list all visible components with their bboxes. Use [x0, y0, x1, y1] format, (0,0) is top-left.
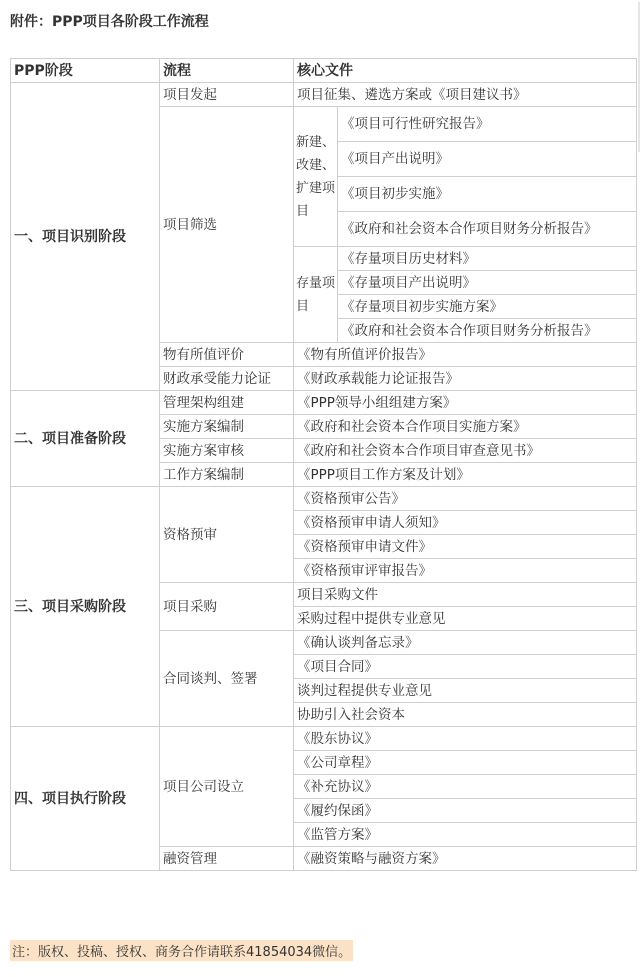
doc-cell: 《履约保函》: [294, 799, 637, 823]
doc-cell: 《项目合同》: [294, 655, 637, 679]
flow-cell: 项目发起: [160, 83, 294, 107]
doc-cell: 《公司章程》: [294, 751, 637, 775]
doc-cell: 《融资策略与融资方案》: [294, 847, 637, 871]
doc-cell: 《存量项目初步实施方案》: [338, 295, 637, 319]
stage-cell: 一、项目识别阶段: [11, 83, 160, 391]
header-docs: 核心文件: [294, 59, 637, 83]
flow-cell: 合同谈判、签署: [160, 631, 294, 727]
doc-cell: 《政府和社会资本合作项目审查意见书》: [294, 439, 637, 463]
stage-cell: 三、项目采购阶段: [11, 487, 160, 727]
flow-cell: 项目筛选: [160, 107, 294, 343]
doc-cell: 《资格预审申请人须知》: [294, 511, 637, 535]
subcategory-cell: 存量项目: [294, 247, 338, 343]
header-stage: PPP阶段: [11, 59, 160, 83]
doc-cell: 协助引入社会资本: [294, 703, 637, 727]
flow-cell: 项目公司设立: [160, 727, 294, 847]
flow-cell: 财政承受能力论证: [160, 367, 294, 391]
doc-cell: 《存量项目产出说明》: [338, 271, 637, 295]
copyright-note: 注：版权、投稿、授权、商务合作请联系41854034微信。: [10, 940, 353, 961]
page-title: 附件：PPP项目各阶段工作流程: [10, 14, 209, 30]
doc-cell: 《项目初步实施》: [338, 177, 637, 212]
flow-cell: 资格预审: [160, 487, 294, 583]
doc-cell: 《存量项目历史材料》: [338, 247, 637, 271]
flow-cell: 融资管理: [160, 847, 294, 871]
doc-cell: 《政府和社会资本合作项目财务分析报告》: [338, 319, 637, 343]
doc-cell: 《PPP项目工作方案及计划》: [294, 463, 637, 487]
doc-cell: 《政府和社会资本合作项目实施方案》: [294, 415, 637, 439]
doc-cell: 《项目可行性研究报告》: [338, 107, 637, 142]
doc-cell: 《资格预审公告》: [294, 487, 637, 511]
ppp-workflow-table: [10, 58, 637, 871]
flow-cell: 物有所值评价: [160, 343, 294, 367]
header-flow: 流程: [160, 59, 294, 83]
doc-cell: 《PPP领导小组组建方案》: [294, 391, 637, 415]
flow-cell: 工作方案编制: [160, 463, 294, 487]
doc-cell: 《政府和社会资本合作项目财务分析报告》: [338, 212, 637, 247]
doc-cell: 项目采购文件: [294, 583, 637, 607]
doc-cell: 项目征集、遴选方案或《项目建议书》: [294, 83, 637, 107]
table-row: [11, 727, 637, 751]
doc-cell: 采购过程中提供专业意见: [294, 607, 637, 631]
flow-cell: 实施方案审核: [160, 439, 294, 463]
subcategory-cell: 新建、改建、扩建项目: [294, 107, 338, 247]
doc-cell: 谈判过程提供专业意见: [294, 679, 637, 703]
doc-cell: 《资格预审评审报告》: [294, 559, 637, 583]
flow-cell: 项目采购: [160, 583, 294, 631]
table-row: [11, 391, 637, 415]
doc-cell: 《监管方案》: [294, 823, 637, 847]
stage-cell: 四、项目执行阶段: [11, 727, 160, 871]
flow-cell: 实施方案编制: [160, 415, 294, 439]
doc-cell: 《财政承载能力论证报告》: [294, 367, 637, 391]
table-row: [11, 83, 637, 107]
flow-cell: 管理架构组建: [160, 391, 294, 415]
doc-cell: 《股东协议》: [294, 727, 637, 751]
doc-cell: 《项目产出说明》: [338, 142, 637, 177]
doc-cell: 《资格预审申请文件》: [294, 535, 637, 559]
table-row: [11, 487, 637, 511]
table-header-row: [11, 59, 637, 83]
doc-cell: 《补充协议》: [294, 775, 637, 799]
doc-cell: 《确认谈判备忘录》: [294, 631, 637, 655]
doc-cell: 《物有所值评价报告》: [294, 343, 637, 367]
stage-cell: 二、项目准备阶段: [11, 391, 160, 487]
